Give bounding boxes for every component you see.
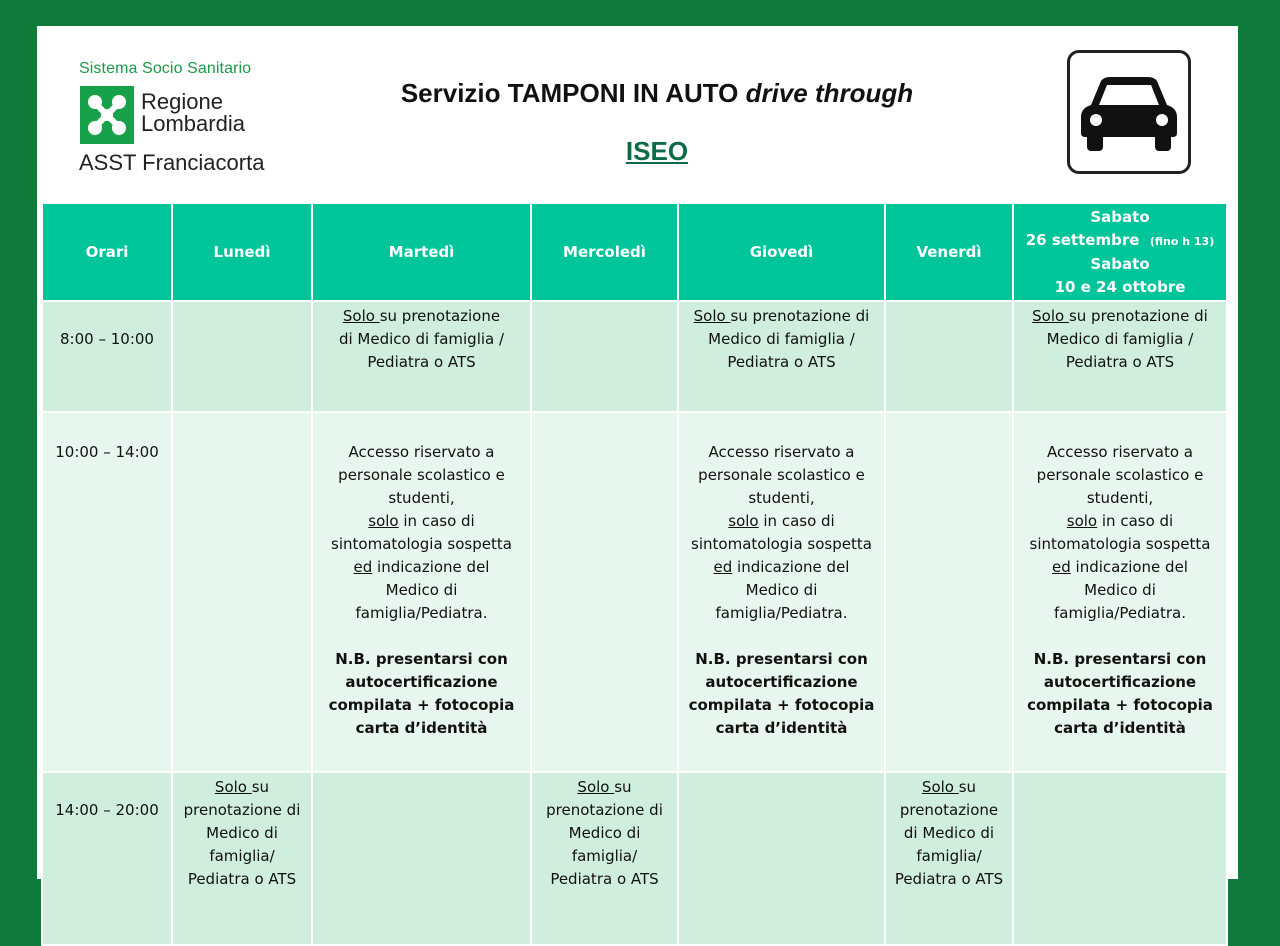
cell-text: famiglia/ <box>916 847 982 865</box>
col-header-venerdi: Venerdì <box>885 203 1013 301</box>
table-row <box>42 412 1227 772</box>
note-text: N.B. presentarsi con <box>695 650 868 668</box>
solo-text: Solo <box>1032 307 1069 325</box>
solo-text: Solo <box>577 778 615 796</box>
underlined-text: solo <box>1066 512 1098 530</box>
empty-cell <box>531 412 678 772</box>
note-text: compilata + fotocopia <box>328 696 515 714</box>
empty-cell <box>312 772 531 945</box>
schedule-cell <box>1013 412 1227 772</box>
note-text: carta d’identità <box>355 719 488 737</box>
header-row <box>42 203 1227 301</box>
org-system-label: Sistema Socio Sanitario <box>79 60 252 77</box>
sabato-line3: Sabato <box>1090 254 1150 273</box>
note-text: carta d’identità <box>1054 719 1186 737</box>
empty-cell <box>885 301 1013 412</box>
empty-cell <box>172 301 312 412</box>
cell-text: Medico di <box>1084 581 1156 599</box>
schedule-cell <box>172 772 312 945</box>
schedule-table <box>41 202 1228 946</box>
cell-text: Medico di famiglia / <box>708 330 855 348</box>
sabato-note: (fino h 13) <box>1149 234 1215 248</box>
cell-text: prenotazione <box>899 801 999 819</box>
col-header-sabato <box>1013 203 1227 301</box>
sabato-line4: 10 e 24 ottobre <box>1054 277 1186 296</box>
note-text: N.B. presentarsi con <box>1033 650 1207 668</box>
solo-text: Solo <box>342 307 380 325</box>
cell-text: indicazione del <box>372 558 490 576</box>
cell-text: studenti, <box>748 489 815 507</box>
cell-text: personale scolastico e <box>338 466 505 484</box>
cell-text: personale scolastico e <box>1036 466 1204 484</box>
regione-lombardia-logo-icon <box>80 86 134 144</box>
sabato-date: 26 settembre <box>1025 230 1140 249</box>
cell-text: famiglia/ <box>209 847 275 865</box>
cell-text: Pediatra o ATS <box>1065 353 1175 371</box>
cell-text: Accesso riservato a <box>1047 443 1193 461</box>
cell-text: Pediatra o ATS <box>550 870 659 888</box>
cell-text: Medico di <box>745 581 818 599</box>
cell-text: famiglia/Pediatra. <box>715 604 848 622</box>
cell-text: Medico di <box>385 581 458 599</box>
cell-text: Pediatra o ATS <box>894 870 1004 888</box>
note-text: autocertificazione <box>345 673 498 691</box>
table-row <box>42 772 1227 945</box>
org-unit-label: ASST Franciacorta <box>79 150 265 175</box>
solo-text: Solo <box>214 778 252 796</box>
cell-text: studenti, <box>1086 489 1154 507</box>
empty-cell <box>678 772 885 945</box>
org-region-line2: Lombardia <box>141 111 245 136</box>
cell-text: Medico di famiglia / <box>1046 330 1194 348</box>
schedule-cell <box>678 412 885 772</box>
poster-sheet <box>37 26 1238 888</box>
schedule-cell <box>531 772 678 945</box>
cell-text: prenotazione di <box>546 801 663 819</box>
cell-text: famiglia/Pediatra. <box>355 604 488 622</box>
time-slot: 10:00 – 14:00 <box>42 412 172 772</box>
organization-logo <box>79 60 309 180</box>
cell-text: di Medico di famiglia / <box>338 330 505 348</box>
cell-text: indicazione del <box>1070 558 1188 576</box>
empty-cell <box>172 412 312 772</box>
title-italic: drive through <box>745 78 914 108</box>
underlined-text: ed <box>713 558 733 576</box>
cell-text: personale scolastico e <box>698 466 865 484</box>
cell-text: prenotazione di <box>183 801 301 819</box>
cell-text: sintomatologia sospetta <box>331 535 512 553</box>
col-header-mercoledi: Mercoledì <box>531 203 678 301</box>
schedule-cell <box>1013 301 1227 412</box>
cell-text: su <box>614 778 632 796</box>
underlined-text: ed <box>353 558 373 576</box>
note-text: N.B. presentarsi con <box>335 650 508 668</box>
col-header-martedi: Martedì <box>312 203 531 301</box>
underlined-text: solo <box>728 512 759 530</box>
org-region-line1: Regione <box>141 89 223 114</box>
page-title <box>337 78 977 109</box>
schedule-cell <box>885 772 1013 945</box>
cell-text: Medico di <box>206 824 278 842</box>
car-icon <box>1067 50 1191 174</box>
cell-text: su prenotazione di <box>730 307 870 325</box>
sabato-line2 <box>1014 229 1226 253</box>
empty-cell <box>885 412 1013 772</box>
note-text: compilata + fotocopia <box>688 696 875 714</box>
cell-text: sintomatologia sospetta <box>691 535 872 553</box>
note-text: compilata + fotocopia <box>1027 696 1213 714</box>
solo-text: Solo <box>921 778 959 796</box>
underlined-text: solo <box>368 512 399 530</box>
note-text: autocertificazione <box>705 673 858 691</box>
empty-cell <box>1013 772 1227 945</box>
cell-text: famiglia/Pediatra. <box>1054 604 1186 622</box>
cell-text: studenti, <box>388 489 455 507</box>
schedule-cell <box>312 412 531 772</box>
time-slot: 14:00 – 20:00 <box>42 772 172 945</box>
cell-text: Accesso riservato a <box>348 443 495 461</box>
solo-text: Solo <box>693 307 731 325</box>
cell-text: Accesso riservato a <box>708 443 855 461</box>
col-header-lunedi: Lunedì <box>172 203 312 301</box>
cell-text: Medico di <box>568 824 641 842</box>
location-title: ISEO <box>625 136 689 166</box>
sabato-line1: Sabato <box>1090 207 1150 226</box>
cell-text: famiglia/ <box>571 847 638 865</box>
cell-text: su prenotazione <box>379 307 501 325</box>
cell-text: di Medico di <box>903 824 995 842</box>
col-header-giovedi: Giovedì <box>678 203 885 301</box>
schedule-cell <box>678 301 885 412</box>
cell-text: Pediatra o ATS <box>727 353 836 371</box>
cell-text: in caso di <box>1097 512 1174 530</box>
schedule-cell <box>312 301 531 412</box>
col-header-orari: Orari <box>42 203 172 301</box>
underlined-text: ed <box>1052 558 1071 576</box>
org-region-name <box>141 91 245 135</box>
cell-text: indicazione del <box>732 558 850 576</box>
time-slot: 8:00 – 10:00 <box>42 301 172 412</box>
note-text: carta d’identità <box>715 719 848 737</box>
cell-text: Pediatra o ATS <box>367 353 476 371</box>
cell-text: sintomatologia sospetta <box>1029 535 1211 553</box>
cell-text: in caso di <box>398 512 475 530</box>
cell-text: su prenotazione di <box>1068 307 1208 325</box>
cell-text: in caso di <box>758 512 835 530</box>
cell-text: su <box>251 778 270 796</box>
empty-cell <box>531 301 678 412</box>
title-main: Servizio TAMPONI IN AUTO <box>400 78 746 108</box>
cell-text: su <box>958 778 977 796</box>
cell-text: Pediatra o ATS <box>187 870 297 888</box>
table-row <box>42 301 1227 412</box>
note-text: autocertificazione <box>1043 673 1197 691</box>
